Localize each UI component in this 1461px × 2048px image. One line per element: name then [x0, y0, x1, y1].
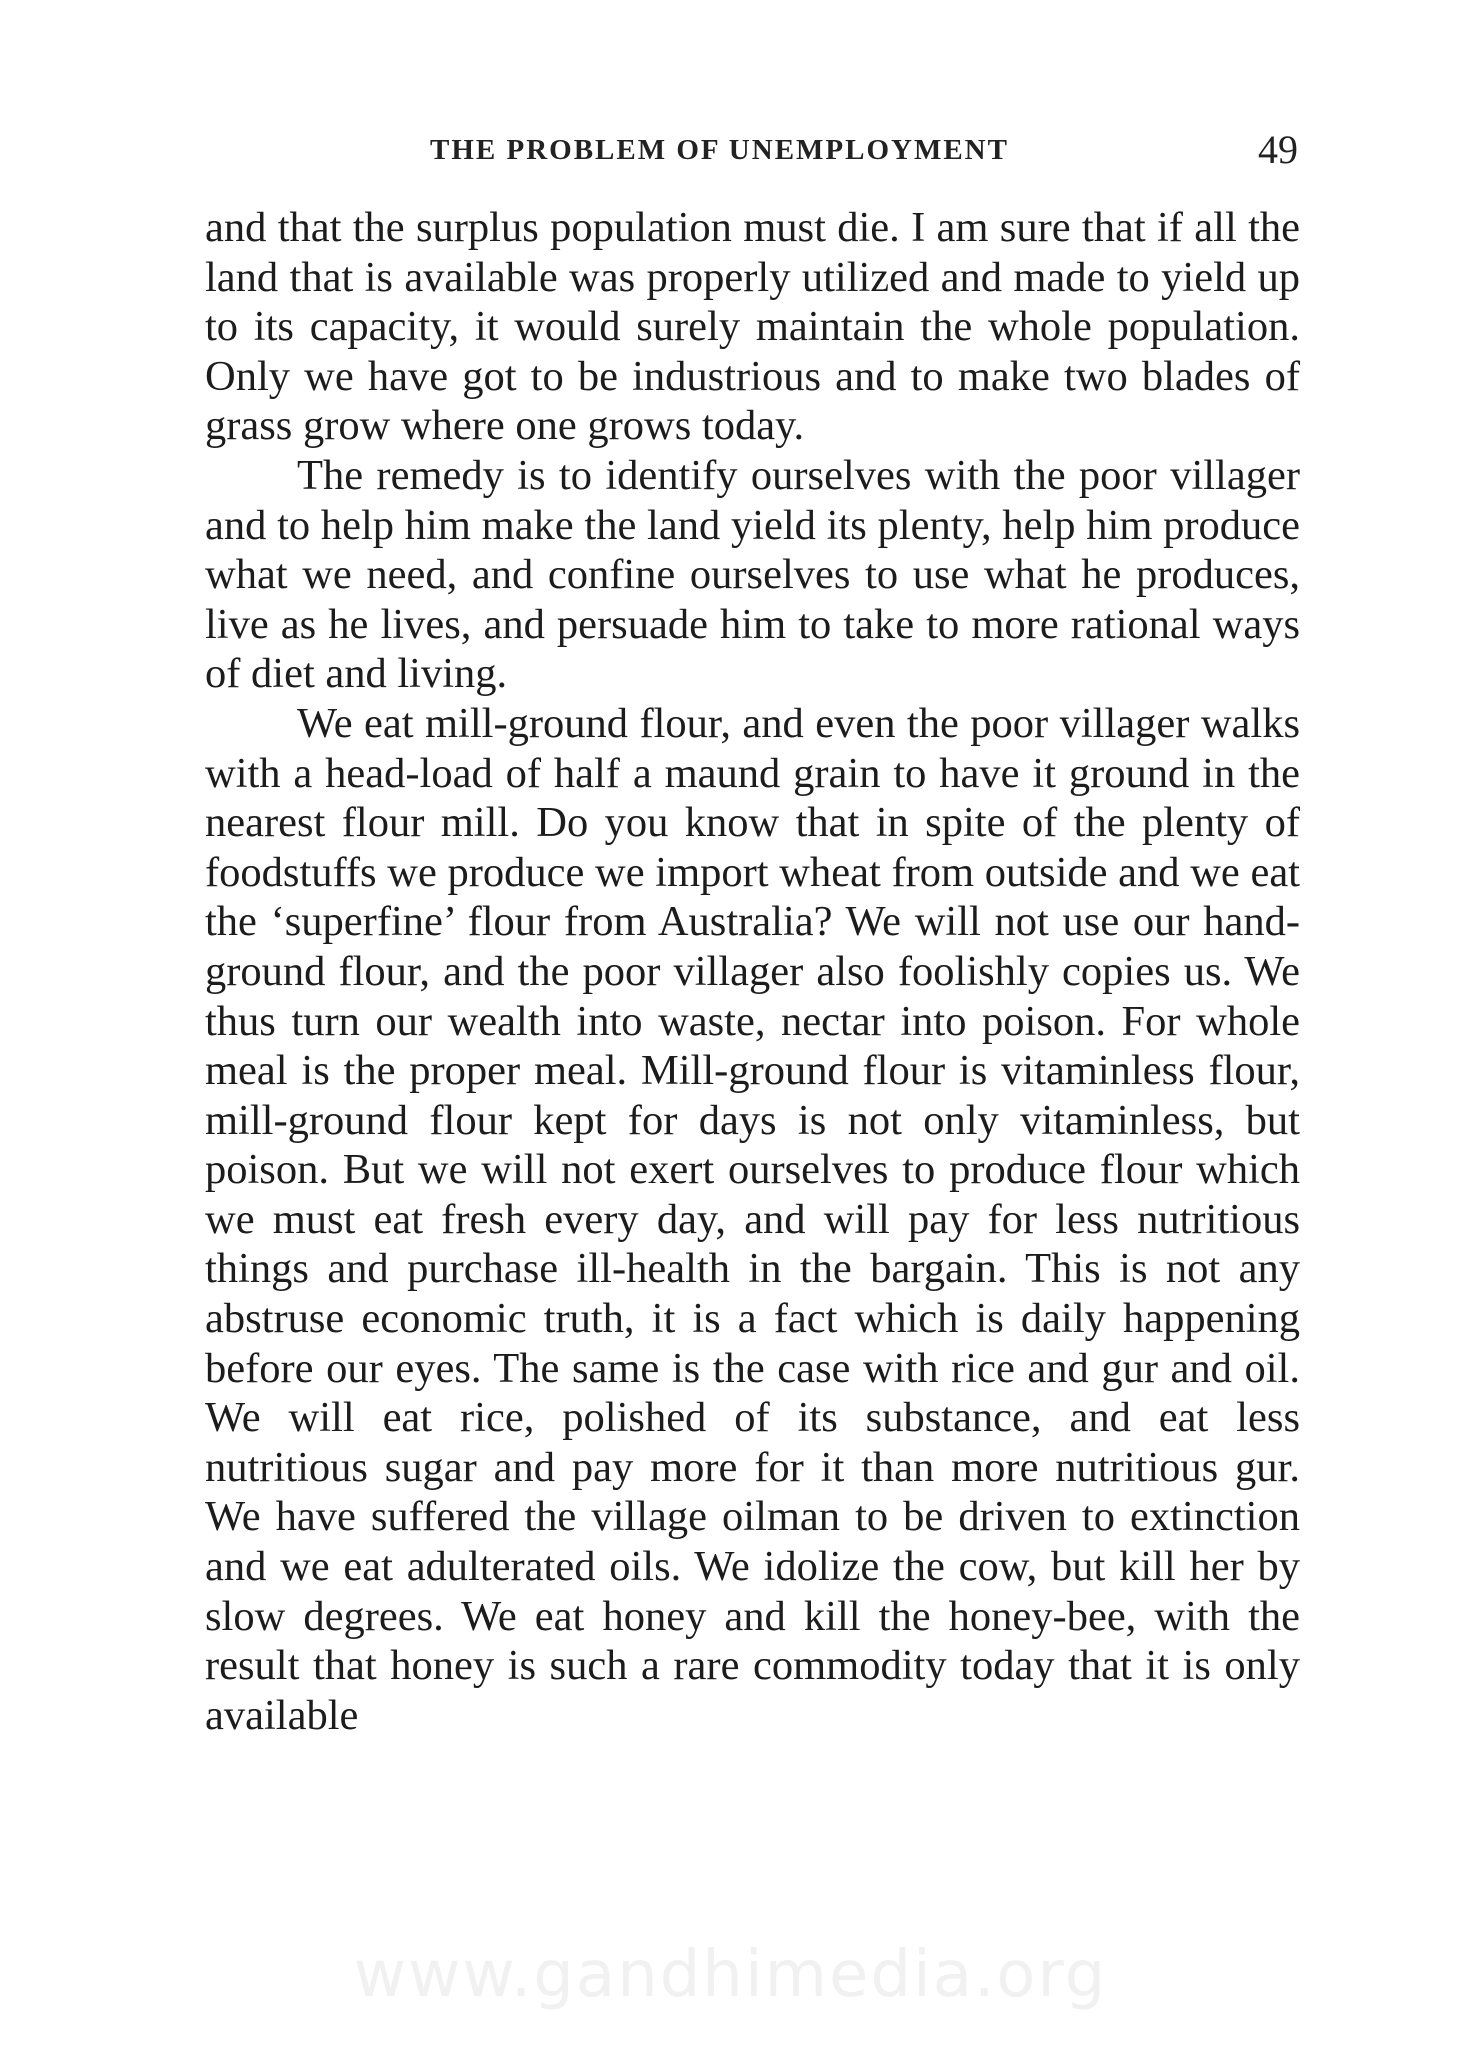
- paragraph-3: We eat mill-ground flour, and even the poor villager walks with a head-load of half a maund grain to have it ground in the nearest flour mill. Do you know that in spite of the plenty of foodstuffs we produce we import wheat from outside and we eat the ‘superfine’ flour from Australia? We will not use our hand-ground flour, and the poor villager also foolishly copies us. We thus turn our wealth into waste, nectar into poison. For whole meal is the proper meal. Mill-ground flour is vitaminless flour, mill-ground flour kept for days is not only vitaminless, but poison. But we will not exert ourselves to produce flour which we must eat fresh every day, and will pay for less nutritious things and purchase ill-health in the bargain. This is not any abstruse economic truth, it is a fact which is daily happening before our eyes. The same is the case with rice and gur and oil. We will eat rice, polished of its substance, and eat less nutritious sugar and pay more for it than more nutritious gur. We have suffered the village oilman to be driven to extinction and we eat adulterated oils. We idolize the cow, but kill her by slow degrees. We eat honey and kill the honey-bee, with the result that honey is such a rare commodity today that it is only available: [205, 699, 1300, 1739]
- running-header: THE PROBLEM OF UNEMPLOYMENT: [430, 134, 1009, 166]
- page-number: 49: [1258, 127, 1298, 172]
- watermark: www.gandhimedia.org: [353, 1938, 1108, 2012]
- paragraph-1: and that the surplus population must die. I am sure that if all the land that is available was properly utilized and made to yield up to its capacity, it would surely maintain the whole population. Only we have got to be industrious and to make two blades of grass grow where one grows today.: [205, 204, 1300, 450]
- paragraph-2: The remedy is to identify ourselves with the poor villager and to help him make the land yield its plenty, help him produce what we need, and confine ourselves to use what he produces, live as he lives, and persuade him to take to more rational ways of diet and living.: [205, 451, 1300, 698]
- body-text: [205, 203, 1300, 1740]
